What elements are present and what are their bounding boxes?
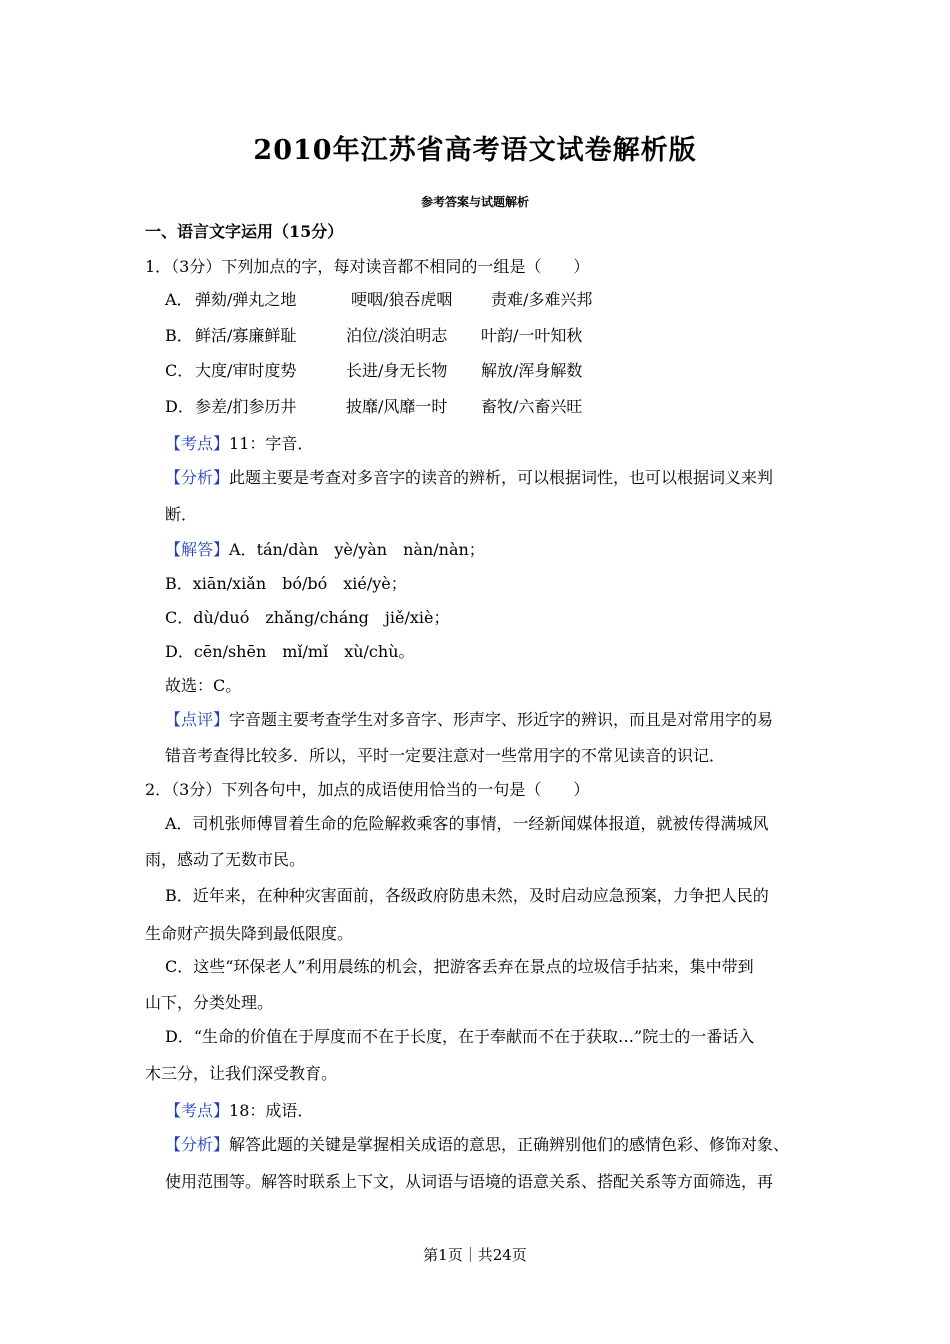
option-col-2: 长进/身无长物 (346, 361, 448, 380)
q1-dianping (165, 710, 773, 730)
option-col-1: 弹劾/弹丸之地 (195, 290, 297, 309)
q2-option-b-cont: 生命财产损失降到最低限度。 (145, 924, 354, 943)
q1-dianping-cont: 错音考查得比较多．所以，平时一定要注意对一些常用字的不常见读音的识记． (165, 746, 726, 765)
option-col-3: 解放/浑身解数 (481, 361, 583, 380)
q2-option-c: C．这些“环保老人”利用晨练的机会，把游客丢弃在景点的垃圾信手拈来，集中带到 (165, 957, 754, 976)
fenxi-text: 此题主要是考查对多音字的读音的辨析，可以根据词性，也可以根据词义来判 (229, 468, 774, 487)
q1-jieda (165, 540, 485, 560)
option-label: B． (165, 326, 193, 345)
q1-jieda-d: D．cēn/shēn mǐ/mǐ xù/chù。 (165, 642, 415, 661)
q2-option-d: D．“生命的价值在于厚度而不在于长度，在于奉献而不在于获取…”院士的一番话入 (165, 1027, 755, 1046)
q2-option-d-cont: 木三分，让我们深受教育。 (145, 1064, 338, 1083)
q2-option-c-cont: 山下，分类处理。 (145, 993, 274, 1012)
q2-fenxi-cont: 使用范围等。解答时联系上下文，从词语与语境的语意关系、搭配关系等方面筛选，再 (165, 1172, 774, 1191)
q1-fenxi-cont: 断． (165, 505, 198, 524)
jieda-a: A．tán/dàn yè/yàn nàn/nàn； (229, 540, 485, 559)
option-col-3: 责难/多难兴邦 (491, 290, 593, 309)
q2-option-a-cont: 雨，感动了无数市民。 (145, 850, 306, 869)
fenxi-tag: 【分析】 (165, 468, 230, 487)
option-col-1: 参差/扪参历井 (195, 397, 297, 416)
kaodian-text: 11：字音． (229, 434, 314, 453)
q2-stem: 2．（3分）下列各句中，加点的成语使用恰当的一句是（ ） (145, 780, 590, 799)
q1-answer: 故选：C。 (165, 676, 242, 695)
option-label: C． (165, 361, 194, 380)
q1-jieda-b: B．xiān/xiǎn bó/bó xié/yè； (165, 574, 407, 593)
option-label: D． (165, 397, 194, 416)
q2-option-b: B．近年来，在种种灾害面前，各级政府防患未然，及时启动应急预案，力争把人民的 (165, 886, 769, 905)
page-footer: 第1页｜共24页 (423, 1246, 527, 1264)
option-label: A． (165, 290, 193, 309)
q2-option-a: A．司机张师傅冒着生命的危险解救乘客的事情，一经新闻媒体报道，就被传得满城风 (165, 814, 769, 833)
q1-jieda-c: C．dù/duó zhǎng/cháng jiě/xiè； (165, 608, 450, 627)
option-col-2: 哽咽/狼吞虎咽 (351, 290, 453, 309)
page-title: 2010年江苏省高考语文试卷解析版 (253, 135, 697, 166)
option-col-2: 泊位/淡泊明志 (346, 326, 448, 345)
q1-fenxi (165, 468, 773, 488)
kaodian-text: 18：成语． (229, 1101, 314, 1120)
q1-stem: 1．（3分）下列加点的字，每对读音都不相同的一组是（ ） (145, 257, 590, 276)
dianping-tag: 【点评】 (165, 710, 230, 729)
option-col-3: 叶韵/一叶知秋 (481, 326, 583, 345)
jieda-tag: 【解答】 (165, 540, 230, 559)
fenxi-tag: 【分析】 (165, 1135, 230, 1154)
q2-fenxi (165, 1135, 789, 1155)
option-col-1: 鲜活/寡廉鲜耻 (195, 326, 297, 345)
option-col-3: 畜牧/六畜兴旺 (481, 397, 583, 416)
option-col-2: 披靡/风靡一时 (346, 397, 448, 416)
q2-kaodian (165, 1101, 313, 1121)
section-heading: 一、语言文字运用（15分） (145, 222, 344, 241)
option-col-1: 大度/审时度势 (195, 361, 297, 380)
page-subtitle: 参考答案与试题解析 (420, 195, 529, 209)
kaodian-tag: 【考点】 (165, 1101, 230, 1120)
q1-kaodian (165, 434, 313, 454)
fenxi-text: 解答此题的关键是掌握相关成语的意思，正确辨别他们的感情色彩、修饰对象、 (229, 1135, 790, 1154)
dianping-text: 字音题主要考查学生对多音字、形声字、形近字的辨识，而且是对常用字的易 (229, 710, 774, 729)
kaodian-tag: 【考点】 (165, 434, 230, 453)
